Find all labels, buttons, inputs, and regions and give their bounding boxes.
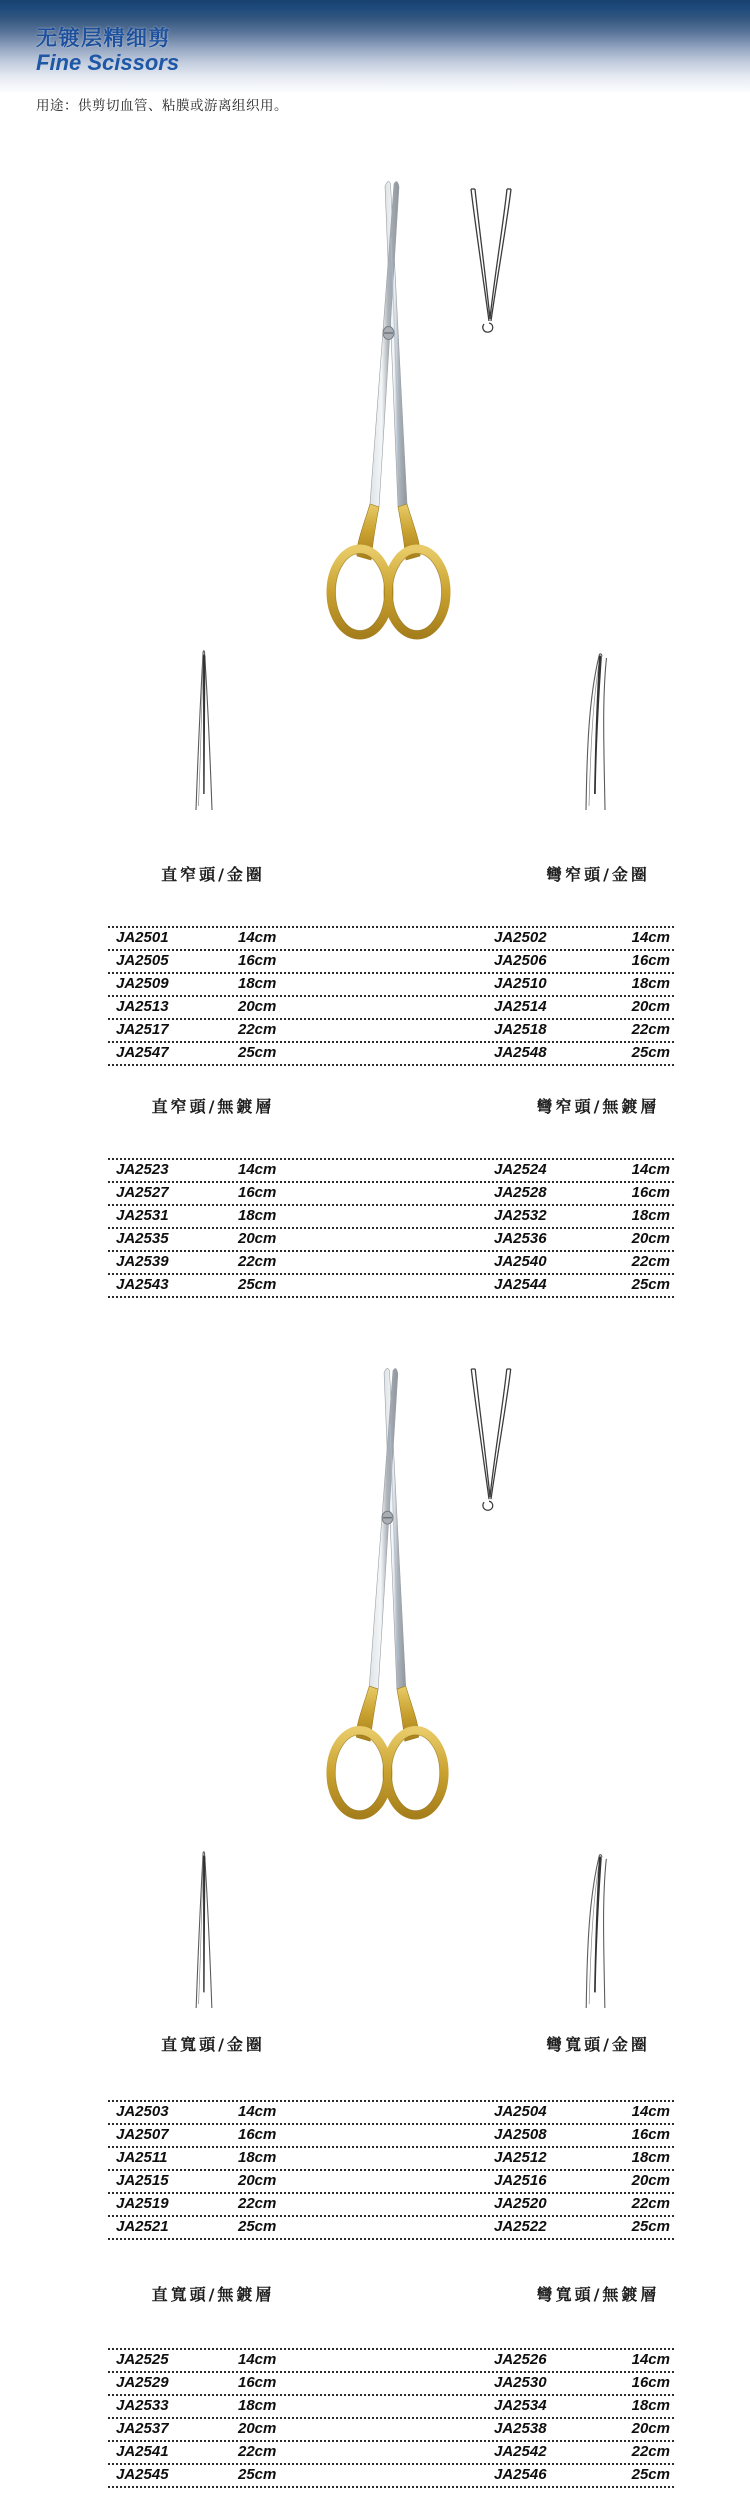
table-row	[108, 2146, 674, 2169]
column-gap	[386, 1160, 486, 1181]
product-code-cell: JA2502	[494, 929, 547, 946]
table-title-curved-narrow-goldring: 彎窄頭/金圈	[546, 865, 650, 884]
column-gap	[386, 1183, 486, 1204]
product-code-cell: JA2518	[494, 1021, 547, 1038]
column-gap	[386, 2396, 486, 2417]
size-cell: 18cm	[238, 1207, 277, 1224]
size-cell: 20cm	[238, 2172, 277, 2189]
column-gap	[386, 974, 486, 995]
size-cell: 22cm	[631, 1021, 670, 1038]
table-title-curved-wide-goldring: 彎寬頭/金圈	[546, 2035, 650, 2054]
open-tip-line-drawing	[463, 1367, 519, 1515]
column-gap	[386, 2419, 486, 2440]
product-code-cell: JA2506	[494, 952, 547, 969]
size-cell: 16cm	[631, 952, 670, 969]
column-gap	[386, 928, 486, 949]
product-code-cell: JA2541	[116, 2443, 169, 2460]
product-code-cell: JA2507	[116, 2126, 169, 2143]
table-title-straight-wide-goldring: 直寬頭/金圈	[161, 2035, 265, 2054]
size-cell: 22cm	[631, 2195, 670, 2212]
size-cell: 14cm	[631, 929, 670, 946]
product-table-narrow-goldring	[108, 926, 674, 1066]
table-title-straight-wide-uncoated: 直寬頭/無鍍層	[151, 2285, 275, 2304]
product-code-cell: JA2514	[494, 998, 547, 1015]
size-cell: 25cm	[238, 1276, 277, 1293]
product-code-cell: JA2526	[494, 2351, 547, 2368]
straight-tip-line-drawing	[192, 1847, 216, 2010]
product-code-cell: JA2521	[116, 2218, 169, 2235]
size-cell: 14cm	[631, 1161, 670, 1178]
column-gap	[386, 2102, 486, 2123]
size-cell: 22cm	[238, 2443, 277, 2460]
table-row	[108, 995, 674, 1018]
product-code-cell: JA2528	[494, 1184, 547, 1201]
column-gap	[386, 2442, 486, 2463]
product-code-cell: JA2520	[494, 2195, 547, 2212]
size-cell: 22cm	[631, 2443, 670, 2460]
size-cell: 20cm	[238, 998, 277, 1015]
size-cell: 14cm	[631, 2103, 670, 2120]
product-code-cell: JA2536	[494, 1230, 547, 1247]
size-cell: 16cm	[238, 2126, 277, 2143]
table-row	[108, 1158, 674, 1181]
page-title-zh: 无镀层精细剪	[36, 27, 171, 50]
size-cell: 25cm	[238, 1044, 277, 1061]
column-gap	[386, 1206, 486, 1227]
column-gap	[386, 2217, 486, 2238]
product-code-cell: JA2501	[116, 929, 169, 946]
table-row	[108, 1204, 674, 1227]
size-cell: 18cm	[631, 2397, 670, 2414]
product-code-cell: JA2538	[494, 2420, 547, 2437]
table-row	[108, 972, 674, 995]
size-cell: 14cm	[238, 1161, 277, 1178]
product-code-cell: JA2505	[116, 952, 169, 969]
product-table-wide-uncoated	[108, 2348, 674, 2488]
size-cell: 14cm	[631, 2351, 670, 2368]
size-cell: 20cm	[631, 1230, 670, 1247]
product-code-cell: JA2516	[494, 2172, 547, 2189]
product-code-cell: JA2511	[116, 2149, 168, 2166]
size-cell: 25cm	[631, 2466, 670, 2483]
table-row	[108, 2100, 674, 2123]
fine-scissors-photo	[303, 1365, 473, 1823]
table-row	[108, 2123, 674, 2146]
table-row	[108, 2463, 674, 2486]
size-cell: 16cm	[238, 952, 277, 969]
curved-tip-line-drawing	[582, 646, 612, 812]
size-cell: 16cm	[631, 2126, 670, 2143]
table-title-straight-narrow-uncoated: 直窄頭/無鍍層	[151, 1097, 275, 1116]
table-row	[108, 1227, 674, 1250]
header-banner	[0, 0, 750, 92]
table-row	[108, 1250, 674, 1273]
column-gap	[386, 951, 486, 972]
product-code-cell: JA2517	[116, 1021, 169, 1038]
table-row	[108, 2394, 674, 2417]
product-code-cell: JA2509	[116, 975, 169, 992]
column-gap	[386, 2171, 486, 2192]
table-row	[108, 2417, 674, 2440]
product-code-cell: JA2525	[116, 2351, 169, 2368]
size-cell: 18cm	[631, 975, 670, 992]
column-gap	[386, 997, 486, 1018]
table-row	[108, 2348, 674, 2371]
table-row	[108, 949, 674, 972]
product-code-cell: JA2515	[116, 2172, 169, 2189]
column-gap	[386, 1020, 486, 1041]
column-gap	[386, 1043, 486, 1064]
fine-scissors-photo	[303, 178, 475, 643]
size-cell: 22cm	[631, 1253, 670, 1270]
size-cell: 14cm	[238, 2103, 277, 2120]
product-code-cell: JA2513	[116, 998, 169, 1015]
table-row	[108, 2169, 674, 2192]
product-code-cell: JA2510	[494, 975, 547, 992]
table-row	[108, 1273, 674, 1296]
size-cell: 16cm	[631, 2374, 670, 2391]
product-code-cell: JA2519	[116, 2195, 169, 2212]
table-row	[108, 1181, 674, 1204]
usage-note: 用途：供剪切血管、粘膜或游离组织用。	[36, 98, 288, 113]
product-table-wide-goldring	[108, 2100, 674, 2240]
table-row	[108, 2192, 674, 2215]
table-title-straight-narrow-goldring: 直窄頭/金圈	[161, 865, 265, 884]
size-cell: 20cm	[238, 2420, 277, 2437]
product-code-cell: JA2547	[116, 1044, 169, 1061]
size-cell: 18cm	[631, 2149, 670, 2166]
table-row	[108, 2440, 674, 2463]
product-code-cell: JA2527	[116, 1184, 169, 1201]
curved-tip-line-drawing	[582, 1847, 612, 2010]
column-gap	[386, 1275, 486, 1296]
column-gap	[386, 2465, 486, 2486]
size-cell: 18cm	[238, 2397, 277, 2414]
column-gap	[386, 2373, 486, 2394]
product-code-cell: JA2539	[116, 1253, 169, 1270]
product-table-narrow-uncoated	[108, 1158, 674, 1298]
size-cell: 20cm	[631, 2420, 670, 2437]
product-code-cell: JA2522	[494, 2218, 547, 2235]
table-row	[108, 1041, 674, 1064]
open-tip-line-drawing	[463, 186, 519, 338]
page-title-en: Fine Scissors	[36, 50, 180, 75]
product-code-cell: JA2545	[116, 2466, 169, 2483]
product-code-cell: JA2533	[116, 2397, 169, 2414]
column-gap	[386, 1229, 486, 1250]
product-code-cell: JA2546	[494, 2466, 547, 2483]
size-cell: 25cm	[631, 1044, 670, 1061]
size-cell: 14cm	[238, 929, 277, 946]
product-code-cell: JA2548	[494, 1044, 547, 1061]
column-gap	[386, 2148, 486, 2169]
product-code-cell: JA2535	[116, 1230, 169, 1247]
size-cell: 18cm	[238, 975, 277, 992]
size-cell: 25cm	[631, 2218, 670, 2235]
size-cell: 25cm	[238, 2218, 277, 2235]
table-row	[108, 1018, 674, 1041]
column-gap	[386, 2125, 486, 2146]
product-code-cell: JA2524	[494, 1161, 547, 1178]
size-cell: 20cm	[631, 2172, 670, 2189]
table-row	[108, 926, 674, 949]
product-code-cell: JA2532	[494, 1207, 547, 1224]
column-gap	[386, 2194, 486, 2215]
straight-tip-line-drawing	[192, 646, 216, 812]
product-code-cell: JA2531	[116, 1207, 169, 1224]
size-cell: 14cm	[238, 2351, 277, 2368]
product-code-cell: JA2503	[116, 2103, 169, 2120]
size-cell: 18cm	[631, 1207, 670, 1224]
table-title-curved-narrow-uncoated: 彎窄頭/無鍍層	[536, 1097, 660, 1116]
product-code-cell: JA2540	[494, 1253, 547, 1270]
product-code-cell: JA2504	[494, 2103, 547, 2120]
size-cell: 16cm	[631, 1184, 670, 1201]
product-code-cell: JA2543	[116, 1276, 169, 1293]
table-row	[108, 2371, 674, 2394]
size-cell: 22cm	[238, 2195, 277, 2212]
size-cell: 18cm	[238, 2149, 277, 2166]
size-cell: 16cm	[238, 1184, 277, 1201]
table-title-curved-wide-uncoated: 彎寬頭/無鍍層	[536, 2285, 660, 2304]
product-code-cell: JA2530	[494, 2374, 547, 2391]
product-code-cell: JA2512	[494, 2149, 547, 2166]
table-row	[108, 2215, 674, 2238]
size-cell: 22cm	[238, 1021, 277, 1038]
size-cell: 25cm	[631, 1276, 670, 1293]
size-cell: 20cm	[238, 1230, 277, 1247]
product-code-cell: JA2534	[494, 2397, 547, 2414]
product-code-cell: JA2508	[494, 2126, 547, 2143]
product-code-cell: JA2544	[494, 1276, 547, 1293]
product-code-cell: JA2529	[116, 2374, 169, 2391]
product-code-cell: JA2542	[494, 2443, 547, 2460]
column-gap	[386, 2350, 486, 2371]
column-gap	[386, 1252, 486, 1273]
size-cell: 25cm	[238, 2466, 277, 2483]
product-code-cell: JA2537	[116, 2420, 169, 2437]
size-cell: 20cm	[631, 998, 670, 1015]
product-code-cell: JA2523	[116, 1161, 169, 1178]
size-cell: 16cm	[238, 2374, 277, 2391]
size-cell: 22cm	[238, 1253, 277, 1270]
